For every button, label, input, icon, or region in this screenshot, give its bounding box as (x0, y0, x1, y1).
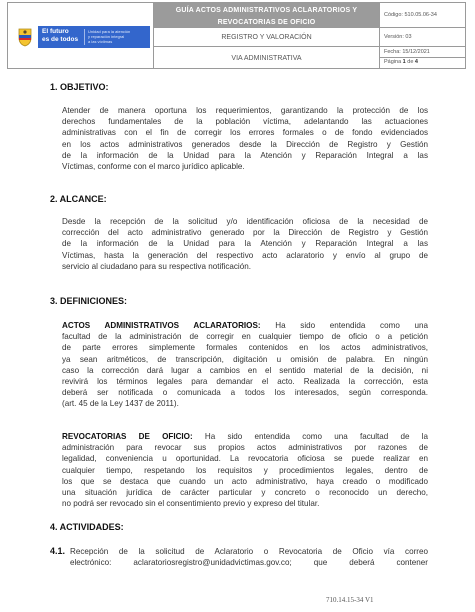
activity-4-1-text (70, 546, 428, 568)
aclaratorios-line: facultad de la administración de corregir en cualquier tiempo de oficio o a petición (62, 332, 428, 342)
logo-cell (8, 3, 154, 68)
aclaratorios-line: de parte errores simplemente formales contenidos en los actos administrativos, (62, 343, 428, 353)
section-actividades-heading: 4. ACTIVIDADES: (50, 522, 124, 532)
process-cell (154, 28, 380, 47)
alcance-paragraph (62, 216, 428, 272)
alcance-line: servicio al ciudadano para su respectiva notificación. (62, 261, 251, 271)
aclaratorios-line: (art. 45 de la Ley 1437 de 2011). (62, 399, 179, 409)
revocatorias-line: los que se destaca que cuando un acto administrativo, haya creado o modificado (62, 476, 428, 486)
aclaratorios-line: revivirá los términos legales para demandar el acto. Realizada la corrección, esta (62, 377, 428, 387)
document-date: Fecha: 15/12/2021 (384, 49, 430, 55)
document-version: Versión: 03 (384, 34, 412, 40)
aclaratorios-definition (62, 320, 428, 410)
brand-sub-3: a las víctimas (88, 39, 113, 44)
activity-line: electrónico: aclaratoriosregistro@unidadvictimas.gov.co; que deberá contener (70, 558, 428, 568)
aclaratorios-first-line: Ha sido entendida como una (260, 321, 428, 330)
objetivo-line: derechos fundamentales de la población víctima, adelantando las actuaciones (62, 117, 428, 127)
revocatorias-line (62, 431, 428, 442)
page-current: 1 (402, 59, 406, 65)
brand-line-1: El futuro (42, 28, 69, 35)
alcance-line: de la información de la Unidad para la Atención y Reparación Integral a las (62, 239, 428, 249)
section-objetivo-heading: 1. OBJETIVO: (50, 82, 109, 92)
section-definiciones-heading: 3. DEFINICIONES: (50, 296, 128, 306)
government-brand-logo (38, 26, 150, 48)
page-prefix: Página (384, 59, 402, 65)
revocatorias-line: cualquier tiempo, respetando los requisitos y procedimientos legales, dentro de (62, 465, 428, 475)
revocatorias-line: una situación jurídica de carácter particular y concreto o reconocido un derecho, (62, 488, 428, 498)
aclaratorios-term: ACTOS ADMINISTRATIVOS ACLARATORIOS: (62, 321, 261, 330)
document-title-cell (154, 3, 380, 28)
page-total: 4 (414, 59, 418, 65)
revocatorias-first-line: Ha sido entendida como una facultad de la (192, 432, 428, 441)
activity-4-1-number: 4.1. (50, 546, 66, 556)
revocatorias-line: no podrá ser revocado sin el consentimiento previo y expreso del titular. (62, 499, 320, 509)
aclaratorios-line (62, 320, 428, 331)
code-cell (380, 3, 465, 28)
revocatorias-line: legalidad, conveniencia u oportunidad. La revocatoria oficiosa se puede realizar en (62, 454, 428, 464)
alcance-line: Víctimas, hasta la generación del respectivo acto aclaratorio y envío al grupo de (62, 250, 428, 260)
document-footer-code: 710.14.15-34 V1 (326, 596, 374, 604)
page-number-cell (380, 58, 465, 68)
colombia-coat-of-arms-icon (16, 27, 34, 47)
process-name: REGISTRO Y VALORACIÓN (221, 34, 312, 41)
alcance-line: Desde la recepción de la solicitud y/o identificación oficiosa de la necesidad de (62, 217, 428, 226)
version-cell (380, 28, 465, 47)
alcance-line: corrección del acto administrativo generado por la Dirección de Registro y Gestión (62, 228, 428, 238)
objetivo-paragraph (62, 105, 428, 172)
objetivo-line: en los actos administrativos generados desde la Dirección de Registro y Gestión (62, 139, 428, 149)
revocatorias-definition (62, 431, 428, 509)
objetivo-line: de la información de la Unidad para la Atención y Reparación Integral a las (62, 150, 428, 160)
date-cell (380, 47, 465, 58)
page-number (384, 59, 418, 65)
brand-sub-1: Unidad para la atención (88, 29, 131, 34)
revocatorias-line: administración para revocar sus propios actos administrativos por razones de (62, 443, 428, 453)
brand-line-2: es de todos (42, 36, 79, 43)
document-title-line-2: REVOCATORIAS DE OFICIO (217, 19, 316, 26)
document-header-table (7, 2, 466, 69)
brand-divider (84, 29, 85, 45)
aclaratorios-line: ya sean aritméticos, de transcripción, digitación u omisión de palabra. En ningún (62, 354, 428, 364)
document-title-line-1: GUÍA ACTOS ADMINISTRATIVOS ACLARATORIOS Y (175, 7, 358, 14)
brand-sub-2: y reparación integral (88, 34, 125, 39)
procedure-name: VIA ADMINISTRATIVA (231, 55, 302, 62)
objetivo-line: Atender de manera oportuna los requerimientos, garantizando la protección de los (62, 106, 428, 115)
objetivo-line: Víctimas, conforme con el marco jurídico aplicable. (62, 162, 245, 172)
aclaratorios-line: caso la corrección dará lugar a cambios en el sentido material de la decisión, ni (62, 365, 428, 375)
document-code: Código: 510.05.06-34 (384, 12, 437, 18)
activity-line: Recepción de la solicitud de Aclaratorio o Revocatoria de Oficio vía correo (70, 547, 428, 556)
page-of: de (407, 59, 414, 65)
revocatorias-term: REVOCATORIAS DE OFICIO: (62, 432, 193, 441)
section-alcance-heading: 2. ALCANCE: (50, 194, 107, 204)
objetivo-line: administrativas con el fin de corregir los errores formales o de fondo evidenciados (62, 128, 428, 138)
aclaratorios-line: deberá ser notificada o comunicada a todos los interesados, según corresponda. (62, 388, 428, 398)
procedure-cell (154, 47, 380, 68)
